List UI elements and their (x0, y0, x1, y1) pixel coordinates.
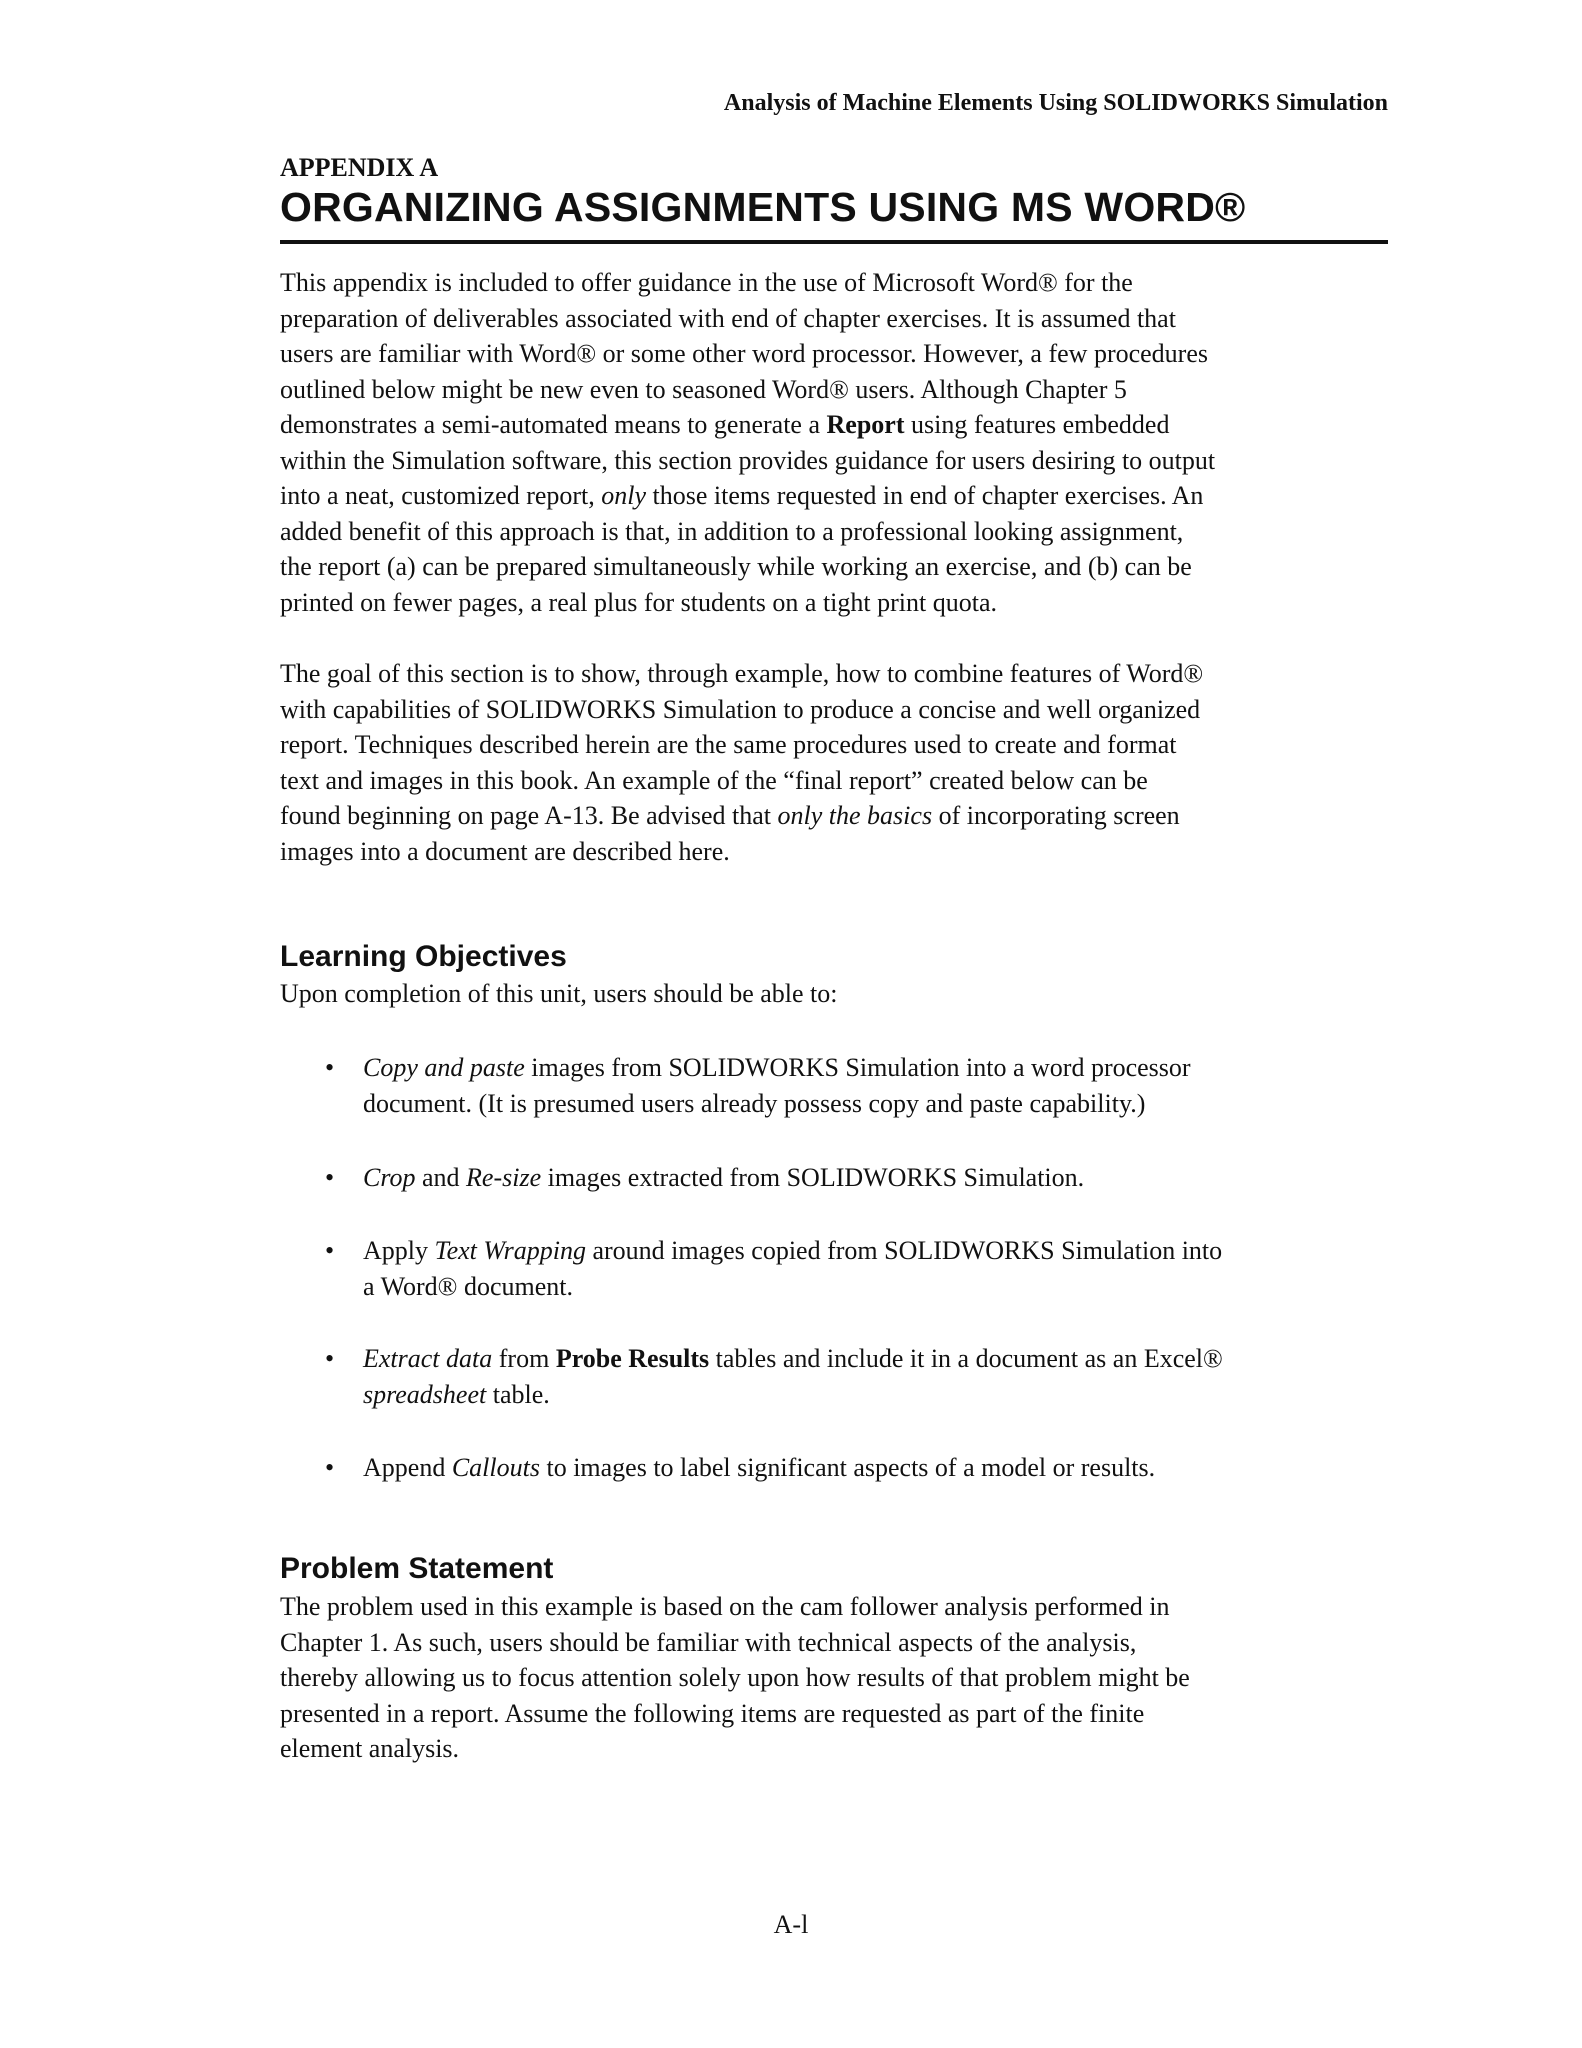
text-line: element analysis. (280, 1734, 460, 1763)
only-emphasis: only (601, 481, 647, 510)
text-line: Copy and paste images from SOLIDWORKS Simulation into a word processor (363, 1053, 1191, 1082)
chapter-title: ORGANIZING ASSIGNMENTS USING MS WORD® (280, 184, 1246, 230)
text-line: text and images in this book. An example of the “final report” created below can be (280, 765, 1148, 795)
text-line: found beginning on page A-13. Be advised that only the basics of incorporating screen (280, 801, 1180, 830)
text-line: Chapter 1. As such, users should be familiar with technical aspects of the analysis, (280, 1627, 1137, 1657)
text-line: into a neat, customized report, only those items requested in end of chapter exercises. An (280, 481, 1204, 510)
bullet-icon: • (325, 1236, 335, 1265)
intro-paragraph-2 (280, 656, 1203, 869)
text-line: document. (It is presumed users already possess copy and paste capability.) (363, 1088, 1146, 1118)
text-line: a Word® document. (363, 1271, 573, 1301)
title-rule (280, 240, 1388, 244)
appendix-label: APPENDIX A (280, 153, 439, 182)
text-line: Extract data from Probe Results tables and include it in a document as an Excel® (363, 1344, 1223, 1373)
text-line: Append Callouts to images to label significant aspects of a model or results. (363, 1453, 1156, 1482)
text-line: Apply Text Wrapping around images copied from SOLIDWORKS Simulation into (363, 1236, 1223, 1265)
learning-objectives-heading: Learning Objectives (280, 940, 567, 973)
text-line: with capabilities of SOLIDWORKS Simulation to produce a concise and well organized (280, 694, 1201, 724)
text-line: printed on fewer pages, a real plus for students on a tight print quota. (280, 587, 997, 617)
bullet-icon: • (325, 1344, 335, 1373)
text-line: the report (a) can be prepared simultaneously while working an exercise, and (b) can be (280, 552, 1192, 581)
bullet-icon: • (325, 1163, 335, 1192)
problem-statement-heading: Problem Statement (280, 1552, 554, 1585)
text-line: report. Techniques described herein are the same procedures used to create and format (280, 730, 1177, 759)
basics-emphasis: only the basics (777, 801, 933, 830)
bullet-icon: • (325, 1053, 335, 1082)
running-header: Analysis of Machine Elements Using SOLIDWORKS Simulation (723, 90, 1388, 116)
page-number: A-l (773, 1910, 809, 1939)
text-line: The goal of this section is to show, through example, how to combine features of Word® (280, 659, 1204, 688)
text-line: thereby allowing us to focus attention solely upon how results of that problem might be (280, 1663, 1190, 1692)
report-keyword: Report (826, 410, 905, 439)
intro-paragraph-1 (280, 265, 1215, 620)
text-line: The problem used in this example is based on the cam follower analysis performed in (280, 1592, 1170, 1621)
text-line: demonstrates a semi-automated means to generate a Report using features embedded (280, 410, 1170, 439)
text-line: users are familiar with Word® or some other word processor. However, a few procedures (280, 339, 1209, 368)
text-line: Crop and Re-size images extracted from SOLIDWORKS Simulation. (363, 1163, 1085, 1192)
text-line: outlined below might be new even to seasoned Word® users. Although Chapter 5 (280, 374, 1127, 404)
bullet-icon: • (325, 1453, 335, 1482)
problem-statement-paragraph (280, 1589, 1190, 1767)
text-line: images into a document are described here. (280, 836, 730, 866)
text-line: within the Simulation software, this section provides guidance for users desiring to output (280, 445, 1216, 475)
text-line: preparation of deliverables associated with end of chapter exercises. It is assumed that (280, 303, 1176, 333)
text-line: presented in a report. Assume the following items are requested as part of the finite (280, 1698, 1145, 1728)
text-line: This appendix is included to offer guidance in the use of Microsoft Word® for the (280, 268, 1133, 297)
text-line: added benefit of this approach is that, in addition to a professional looking assignment, (280, 516, 1184, 546)
learning-objectives-lead: Upon completion of this unit, users should be able to: (280, 979, 838, 1008)
text-line: spreadsheet table. (363, 1379, 550, 1409)
